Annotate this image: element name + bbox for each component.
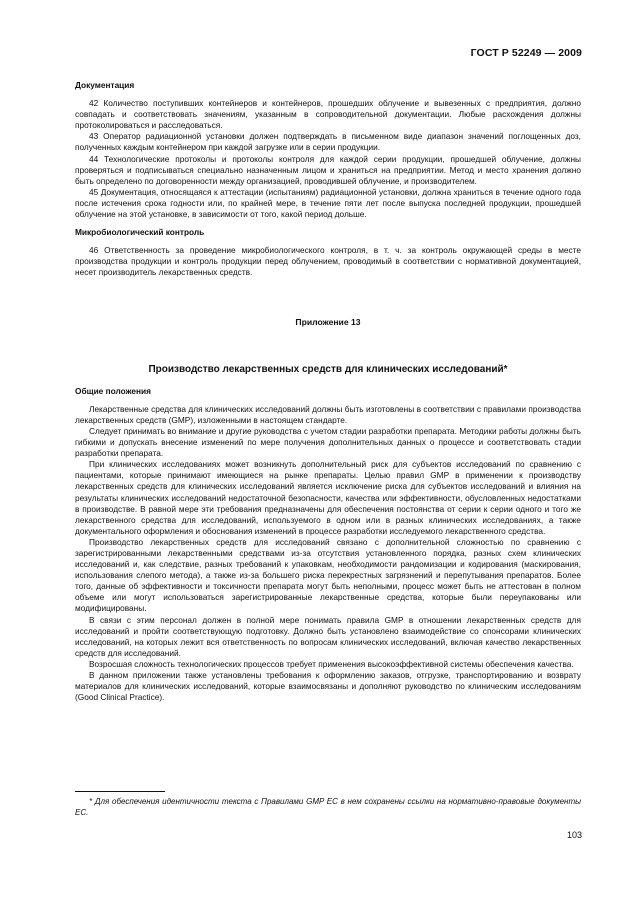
paragraph-44: 44 Технологические протоколы и протоколы контроля для каждой серии продукции, прошедшей облучение, должны проверяться и подписываться специально назначенным лицом и храниться на предприятии. Метод и место хранения должно быть определено по договоренности между организацией, проводившей облучение, и производителем. xyxy=(75,153,581,186)
general-heading: Общие положения xyxy=(75,385,151,396)
footnote-divider xyxy=(75,791,165,792)
general-paragraph: Возросшая сложность технологических процессов требует применения высокоэффективной системы обеспечения качества. xyxy=(89,658,574,669)
general-paragraph: В данном приложении также установлены требования к оформлению заказов, отгрузке, транспортированию и возврату материалов для клинических исследований, которые взаимосвязаны и дополняют руководство по клиническим исследованиям (Good Clinical Practice). xyxy=(75,670,581,703)
page-number: 103 xyxy=(566,830,582,840)
general-paragraph: Производство лекарственных средств для исследований связано с дополнительной сложностью по сравнению с зарегистрированными лекарственными средствами из-за отсутствия установленного порядка, разных схем клинических исследований и, как следствие, разных требований к упаковкам, необходимости рандомизации и кодирования (маскирования, использования слепого метода), а также из-за большего риска перекрестных загрязнений и перепутывания препаратов. Более того, данные об эффективности и токсичности препарата могут быть неполными, процесс может быть не аттестован в полном объеме или могут использоваться зарегистрированные лекарственные средства, которые были переупакованы или модифицированы. xyxy=(75,536,581,614)
page-content xyxy=(75,80,581,703)
general-paragraph: В связи с этим персонал должен в полной мере понимать правила GMP в отношении лекарственных средств для исследований и пройти соответствующую подготовку. Должно быть установлено взаимодействие со спонсорами клинических исследований, на которых лежит вся ответственность по вопросам клинических исследований, включая качество лекарственных средств для исследований. xyxy=(75,614,581,658)
paragraph-42: 42 Количество поступивших контейнеров и контейнеров, прошедших облучение и вывезенных с предприятия, должно совпадать и соответствовать значениям, указанным в сопроводительной документации. Любые расхождения должны протоколироваться и расследоваться. xyxy=(75,98,581,131)
footnote: * Для обеспечения идентичности текста с Правилами GMP ЕС в нем сохранены ссылки на нормативно-правовые документы ЕС. xyxy=(75,797,581,817)
microbiology-heading: Микробиологический контроль xyxy=(75,227,205,238)
general-paragraph: Следует принимать во внимание и другие руководства с учетом стадии разработки препарата. Методики работы должны быть гибкими и допускать внесение изменений по мере получения дополнительных данных о процессе и соответствовать стадии разработки препарата. xyxy=(75,425,581,459)
paragraph-43: 43 Оператор радиационной установки должен подтверждать в письменном виде диапазон значений поглощенных доз, полученных каждым контейнером при каждой загрузке или в серии продукции. xyxy=(75,131,581,153)
general-paragraph: При клинических исследованиях может возникнуть дополнительный риск для субъектов исследований по сравнению с пациентами, которые принимают имеющиеся на рынке препараты. Целью правил GMP в применении к производству лекарственных средств для клинических исследований является исключение риска для субъектов исследований и влияния на результаты клинических исследований недостаточной безопасности, качества или эффективности, обусловленных недостатками в производстве. В равной мере эти требования предназначены для обеспечения постоянства от серии к серии одного и того же лекарственного средства для исследований, используемого в одном или в разных клинических исследованиях, а также документального оформления и обоснования изменений в процессе разработки исследуемого лекарственного средства. xyxy=(75,459,581,536)
paragraph-45: 45 Документация, относящаяся к аттестации (испытаниям) радиационной установки, должна храниться в течение одного года после истечения срока годности или, по крайней мере, в течение пяти лет после выпуска последней продукции, прошедшей облучение на этой установке, в зависимости от того, какой период дольше. xyxy=(75,186,581,220)
appendix-label: Приложение 13 xyxy=(295,316,361,327)
standard-header: ГОСТ Р 52249 — 2009 xyxy=(470,47,582,59)
appendix-title: Производство лекарственных средств для клинических исследований* xyxy=(148,363,508,375)
general-paragraph: Лекарственные средства для клинических исследований должны быть изготовлены в соответствии с правилами производства лекарственных средств (GMP), изложенными в настоящем стандарте. xyxy=(75,403,581,425)
paragraph-46: 46 Ответственность за проведение микробиологического контроля, в т. ч. за контроль окружающей среды в месте производства продукции и контроль продукции перед облучением, проводимый в соответствии с нормативной документацией, несет производитель лекарственных средств. xyxy=(75,245,581,278)
documentation-heading: Документация xyxy=(75,80,135,90)
